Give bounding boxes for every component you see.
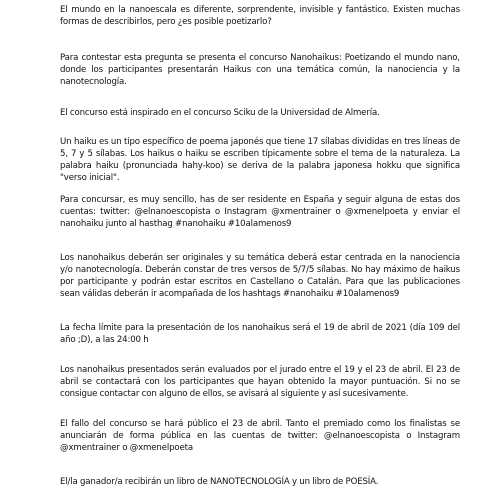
paragraph-evaluation: Los nanohaikus presentados serán evaluados por el jurado entre el 19 y el 23 de abril. El 23 de abril se contactará con los participantes que hayan obtenido la mayor puntuación. Si no se consigue contactar con alguno de ellos, se avisará al siguiente y así sucesivamente. [60,364,460,399]
paragraph-results: El fallo del concurso se hará público el 23 de abril. Tanto el premiado como los finalistas se anunciarán de forma pública en las cuentas de twitter: @elnanoescopista o Instagram @xmentrainer o @xmenelpoeta [60,418,460,453]
paragraph-haiku-definition: Un haiku es un tipo específico de poema japonés que tiene 17 sílabas divididas en tres líneas de 5, 7 y 5 sílabas. Los haikus o haiku se escriben típicamente sobre el tema de la naturaleza. La palabra haiku (pronunciada hahy-koo) se deriva de la palabra japonesa hokku que significa "verso inicial". [60,136,460,184]
paragraph-inspiration: El concurso está inspirado en el concurso Sciku de la Universidad de Almería. [60,107,380,118]
paragraph-deadline: La fecha límite para la presentación de los nanohaikus será el 19 de abril de 2021 (día 109 del año ;D), a las 24:00 h [60,322,460,345]
paragraph-contest-presentation: Para contestar esta pregunta se presenta el concurso Nanohaikus: Poetizando el mundo nano, donde los participantes presentarán Haikus con una temática común, la nanociencia y la nanotecnología. [60,52,460,87]
paragraph-intro: El mundo en la nanoescala es diferente, sorprendente, invisible y fantástico. Existen muchas formas de describirlos, pero ¿es posible poetizarlo? [60,4,460,27]
paragraph-prize: El/la ganador/a recibirán un libro de NANOTECNOLOGÍA y un libro de POESÍA. [60,476,379,487]
paragraph-how-to-participate: Para concursar, es muy sencillo, has de ser residente en España y seguir alguna de estas dos cuentas: twitter: @elnanoescopista o Instagram @xmentrainer o @xmenelpoeta y enviar el nanohaiku junto al hasthag #nanohaiku #10alamenos9 [60,194,460,229]
paragraph-rules: Los nanohaikus deberán ser originales y su temática deberá estar centrada en la nanociencia y/o nanotecnología. Deberán constar de tres versos de 5/7/5 sílabas. No hay máximo de haikus por participante y podrán estar escritos en Castellano o Catalán. Para que las publicaciones sean válidas deberán ir acompañada de los hashtags #nanohaiku #10alamenos9 [60,252,460,300]
